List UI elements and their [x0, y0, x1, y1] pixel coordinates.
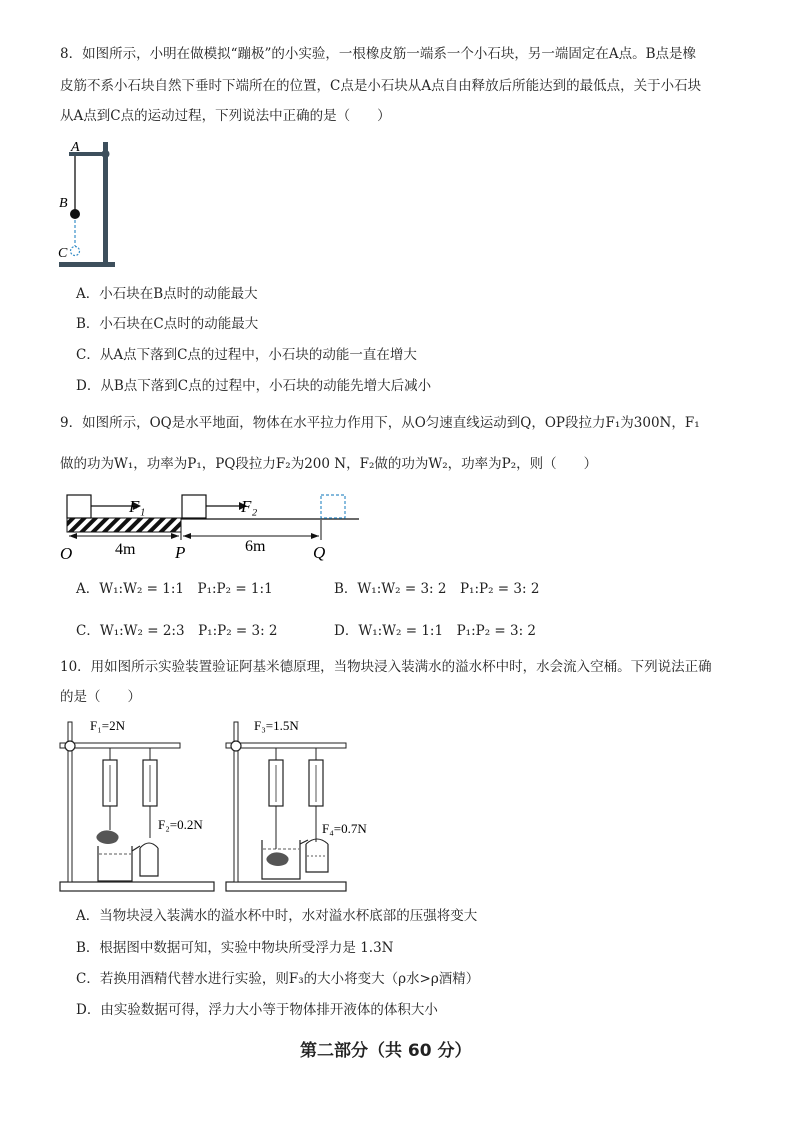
q10-empty-bucket-left: [140, 848, 158, 876]
q9-dim-arrow-p1: [171, 533, 179, 539]
q9-rough-segment-op: [67, 518, 181, 532]
q9-stem-line-2: 做的功为W₁，功率为P₁，PQ段拉力F₂为200 N，F₂做的功为W₂，功率为P₂，则（ ）: [60, 456, 598, 472]
q10-bucket-with-water-right: [306, 844, 328, 872]
q10-label-f4: F₄=0.7N: [322, 821, 367, 836]
q8-label-b: B: [59, 196, 68, 211]
q8-stem-line-3: 从A点到C点的运动过程，下列说法中正确的是（ ）: [60, 108, 391, 124]
q8-stand-base: [59, 262, 115, 267]
q10-object-left: [96, 830, 118, 844]
q10-left-clamp: [65, 741, 75, 751]
q10-overflow-cup-left: [98, 846, 132, 881]
q10-option-d[interactable]: D．由实验数据可得，浮力大小等于物体排开液体的体积大小: [76, 1002, 438, 1018]
q10-right-clamp: [231, 741, 241, 751]
q10-right-base: [226, 882, 346, 891]
q10-left-crossbar: [60, 743, 180, 748]
q8-option-c[interactable]: C．从A点下落到C点的过程中，小石块的动能一直在增大: [76, 347, 417, 363]
q8-option-b[interactable]: B．小石块在C点时的动能最大: [76, 316, 259, 332]
q8-stone-at-c: [71, 247, 80, 256]
q9-label-o: O: [60, 544, 73, 563]
section-title: 第二部分（共 60 分）: [300, 1041, 472, 1061]
q8-stem-line-1: 8．如图所示，小明在做模拟“蹦极”的小实验，一根橡皮筋一端系一个小石块，另一端固定在A点。B点是橡: [60, 46, 697, 62]
q9-distance-pq: 6m: [245, 538, 266, 555]
q8-bungee-figure: [55, 136, 125, 272]
q9-label-f1: F₁: [129, 497, 146, 516]
q8-label-c: C: [58, 246, 68, 261]
q9-distance-op: 4m: [115, 541, 136, 558]
q9-option-c[interactable]: C．W₁:W₂ = 2:3 P₁:P₂ = 3: 2: [76, 623, 278, 639]
q9-label-q: Q: [313, 543, 326, 562]
q10-stem-line-1: 10．用如图所示实验装置验证阿基米德原理，当物块浸入装满水的溢水杯中时，水会流入空桶。下列说法正确: [60, 659, 712, 675]
q9-block-at-p: [182, 495, 206, 518]
q8-stone-at-b: [70, 209, 80, 219]
q9-option-a[interactable]: A．W₁:W₂ = 1:1 P₁:P₂ = 1:1: [76, 581, 273, 597]
q8-stem-line-2: 皮筋不系小石块自然下垂时下端所在的位置，C点是小石块从A点自由释放后所能达到的最低点，关于小石块: [60, 78, 702, 94]
q9-option-b[interactable]: B．W₁:W₂ = 3: 2 P₁:P₂ = 3: 2: [334, 581, 540, 597]
q10-label-f1: F₁=2N: [90, 718, 125, 733]
q10-right-crossbar: [226, 743, 346, 748]
q8-clamp: [102, 150, 110, 158]
q10-label-f2: F₂=0.2N: [158, 817, 203, 832]
q8-option-a[interactable]: A．小石块在B点时的动能最大: [76, 286, 258, 302]
q10-option-a[interactable]: A．当物块浸入装满水的溢水杯中时，水对溢水杯底部的压强将变大: [76, 908, 478, 924]
q9-option-d[interactable]: D．W₁:W₂ = 1:1 P₁:P₂ = 3: 2: [334, 623, 537, 639]
q8-label-a: A: [71, 140, 80, 155]
q10-option-c[interactable]: C．若换用酒精代替水进行实验，则F₃的大小将变大（ρ水>ρ酒精）: [76, 971, 480, 987]
q9-dim-arrow-o: [69, 533, 77, 539]
q9-dim-arrow-q: [311, 533, 319, 539]
q10-left-spout: [132, 846, 140, 851]
q9-dim-arrow-p2: [183, 533, 191, 539]
q10-left-bucket-handle: [140, 843, 158, 848]
q8-option-d[interactable]: D．从B点下落到C点的过程中，小石块的动能先增大后减小: [76, 378, 432, 394]
q10-label-f3: F₃=1.5N: [254, 718, 299, 733]
q9-label-f2: F₂: [241, 497, 258, 516]
q9-block-at-o: [67, 495, 91, 518]
q8-stand-pole: [103, 142, 108, 266]
q10-apparatus-left: [58, 716, 218, 894]
q10-stem-line-2: 的是（ ）: [60, 689, 141, 705]
q10-apparatus-right: [224, 716, 384, 894]
q9-stem-line-1: 9．如图所示，OQ是水平地面，物体在水平拉力作用下，从O匀速直线运动到Q，OP段拉力F₁为300N，F₁: [60, 415, 700, 431]
q9-label-p: P: [175, 543, 186, 562]
q9-dashed-block-at-q: [321, 495, 345, 518]
q10-right-bucket-handle: [306, 839, 328, 844]
q9-motion-figure: [55, 488, 375, 566]
q10-option-b[interactable]: B．根据图中数据可知，实验中物块所受浮力是 1.3N: [76, 940, 394, 956]
q10-left-base: [60, 882, 214, 891]
